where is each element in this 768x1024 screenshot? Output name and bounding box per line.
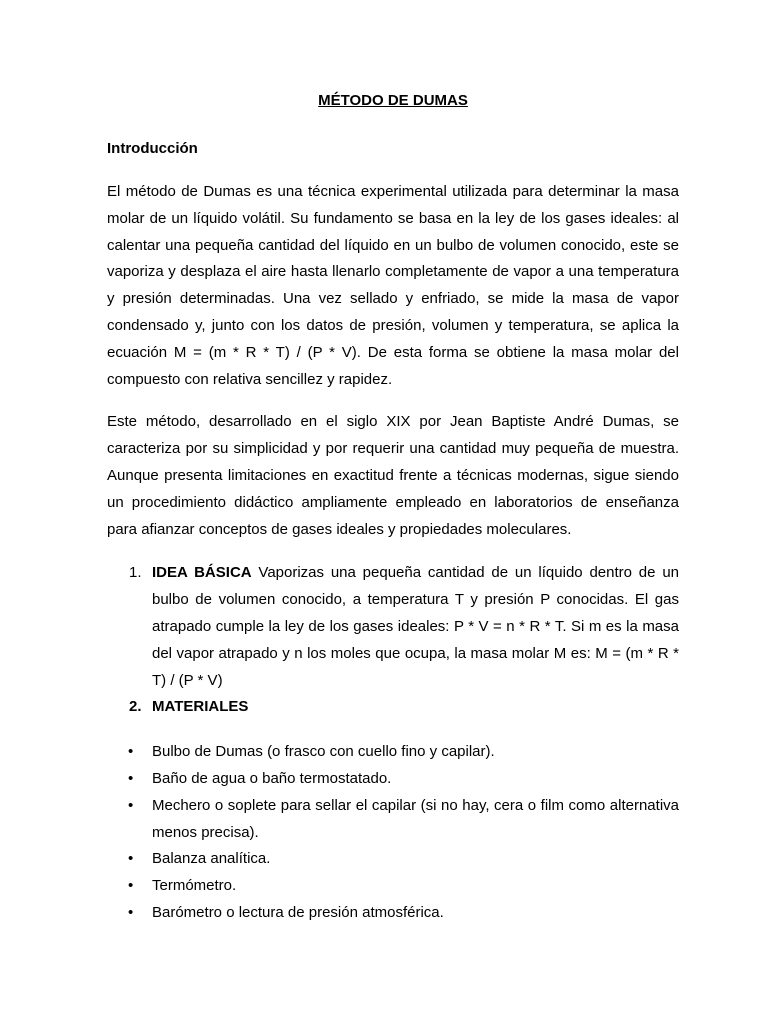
material-text: Baño de agua o baño termostatado. xyxy=(152,769,392,787)
list-item-text: Vaporizas una pequeña cantidad de un líquido dentro de un bulbo de volumen conocido, a temperatura T y presión P conocidas. El gas atrapado cumple la ley de los gases ideales: P * V = n * R * T. Si m es la masa del vapor atrapado y n los moles que ocupa, la masa molar M es: M = (m * R * T) / (P * V) xyxy=(152,564,679,689)
bullet-icon: • xyxy=(128,877,134,895)
bullet-icon: • xyxy=(128,850,134,868)
intro-paragraph-2: Este método, desarrollado en el siglo XIX por Jean Baptiste André Dumas, se caracteriza por su simplicidad y por requerir una cantidad muy pequeña de muestra. Aunque presenta limitaciones en exactitud frente a técnicas modernas, sigue siendo un procedimiento didáctico ampliamente empleado en laboratorios de enseñanza para afianzar conceptos de gases ideales y propiedades moleculares. xyxy=(107,413,679,538)
list-item xyxy=(107,766,679,793)
list-item-heading: IDEA BÁSICA xyxy=(152,564,252,582)
material-text: Mechero o soplete para sellar el capilar (si no hay, cera o film como alternativa menos precisa). xyxy=(152,796,679,841)
material-text: Bulbo de Dumas (o frasco con cuello fino y capilar). xyxy=(152,743,495,761)
bullet-icon: • xyxy=(128,796,134,814)
list-item-materiales xyxy=(107,694,679,721)
bullet-icon: • xyxy=(128,903,134,921)
intro-heading: Introducción xyxy=(107,140,198,157)
list-item-idea-basica xyxy=(107,560,679,694)
document-title: MÉTODO DE DUMAS xyxy=(318,92,468,109)
materials-list xyxy=(107,739,679,927)
material-text: Balanza analítica. xyxy=(152,850,271,868)
document-body xyxy=(107,88,679,927)
intro-paragraph-1: El método de Dumas es una técnica experimental utilizada para determinar la masa molar de un líquido volátil. Su fundamento se basa en la ley de los gases ideales: al calentar una pequeña cantidad del líquido en un bulbo de volumen conocido, este se vaporiza y desplaza el aire hasta llenarlo completamente de vapor a una temperatura y presión determinadas. Una vez sellado y enfriado, se mide la masa de vapor condensado y, junto con los datos de presión, volumen y temperatura, se aplica la ecuación M = (m * R * T) / (P * V). De esta forma se obtiene la masa molar del compuesto con relativa sencillez y rapidez. xyxy=(107,183,679,388)
list-item xyxy=(107,873,679,900)
list-number: 2. xyxy=(129,698,142,716)
bullet-icon: • xyxy=(128,769,134,787)
material-text: Termómetro. xyxy=(152,877,237,895)
bullet-icon: • xyxy=(128,743,134,761)
numbered-list xyxy=(107,560,679,721)
list-item xyxy=(107,739,679,766)
list-item xyxy=(107,846,679,873)
list-item-heading: MATERIALES xyxy=(152,698,249,716)
list-item xyxy=(107,900,679,927)
list-item xyxy=(107,793,679,847)
material-text: Barómetro o lectura de presión atmosférica. xyxy=(152,903,444,921)
list-number: 1. xyxy=(129,564,142,582)
